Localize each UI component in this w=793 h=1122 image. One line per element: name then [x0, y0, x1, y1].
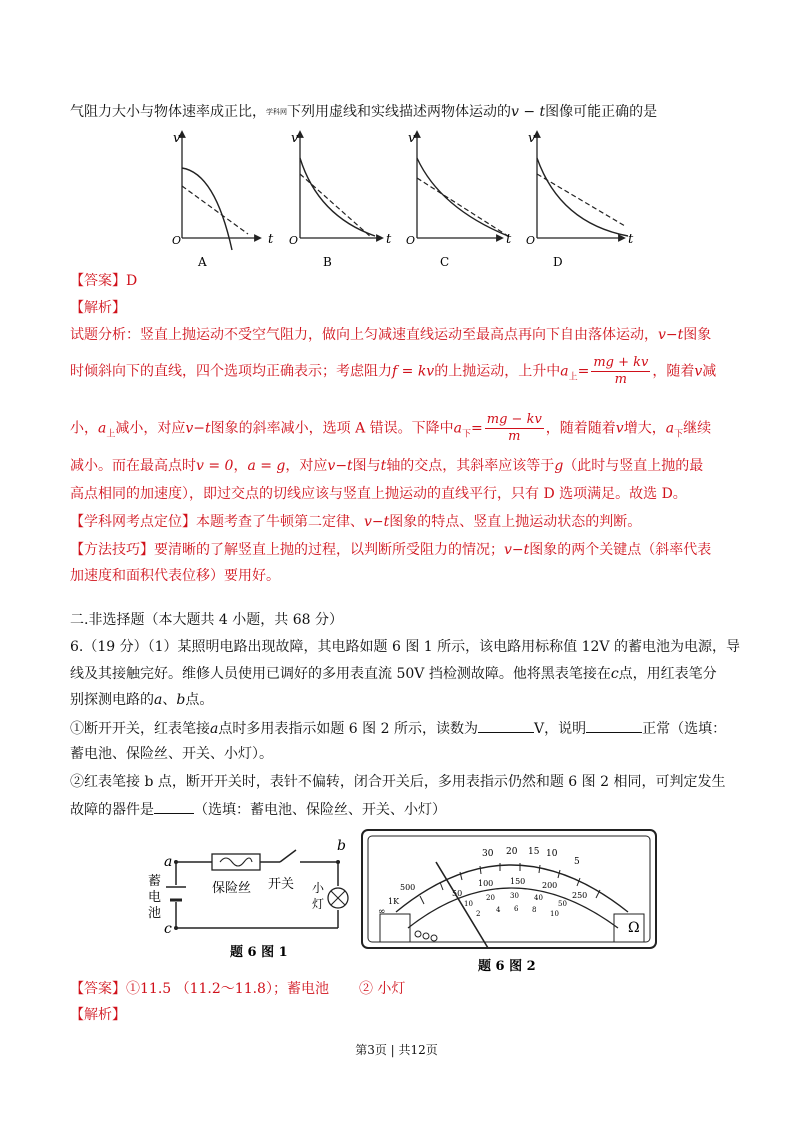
fig2-caption: 题 6 图 2 — [478, 959, 536, 974]
a-symbol: a — [453, 420, 463, 437]
graph-a — [172, 131, 274, 269]
subscript: 上 — [106, 429, 116, 440]
equals: = — [471, 420, 483, 437]
low-tick-50: 50 — [558, 900, 567, 908]
text: 的上抛运动，上升中 — [434, 363, 561, 380]
text: 图象 — [683, 327, 712, 343]
answer-prefix: 【答案】 — [70, 981, 126, 997]
analysis-line-8: 加速度和面积代表位移）要用好。 — [70, 568, 280, 584]
v-symbol: v — [694, 363, 703, 380]
lamp-label-1: 小 — [312, 881, 325, 895]
answer-blank-1[interactable] — [478, 718, 534, 733]
solid-curve — [537, 158, 628, 236]
top-tick-15: 15 — [528, 847, 540, 857]
right-tick-4: 4 — [496, 906, 501, 914]
right-tick-2: 2 — [476, 910, 481, 918]
vt-symbol: v−t — [185, 420, 211, 437]
text: ，随着随着 — [545, 420, 616, 437]
a-symbol: a — [665, 420, 675, 437]
g-symbol: g — [554, 458, 564, 474]
intro-line — [70, 102, 657, 122]
denominator: m — [508, 429, 521, 444]
caption-c: C — [440, 255, 450, 269]
low-tick-10: 10 — [464, 900, 473, 908]
text: 【学科网考点定位】本题考查了牛顿第二定律、 — [70, 514, 364, 530]
left-tick-1k: 1K — [388, 897, 400, 906]
q6-line-4 — [70, 718, 726, 739]
solid-curve — [417, 158, 508, 236]
battery-label-2: 电 — [148, 890, 162, 905]
t-axis-label: t — [386, 232, 392, 247]
text: 【方法技巧】要清晰的了解竖直上抛的过程，以判断所受阻力的情况； — [70, 542, 504, 558]
text: 图象的斜率减小，选项 A 错误。下降中 — [210, 420, 454, 437]
text: ，随着 — [652, 363, 695, 380]
origin-label: O — [172, 234, 182, 247]
vt-graphs — [0, 128, 793, 288]
text: 减小，对应 — [115, 420, 186, 437]
switch-label: 开关 — [268, 877, 295, 892]
v-axis-label: v — [173, 131, 181, 146]
mid-tick-150: 150 — [510, 877, 526, 886]
fuse-symbol — [212, 854, 260, 870]
mid-tick-250: 250 — [572, 891, 588, 900]
vt-symbol: v−t — [327, 458, 353, 474]
v-axis-label: v — [528, 131, 536, 146]
multimeter-dial — [360, 828, 660, 978]
ohm-symbol: Ω — [628, 920, 640, 936]
fuse-label: 保险丝 — [212, 881, 252, 896]
text: 继续 — [683, 420, 712, 437]
dashed-line — [417, 178, 508, 236]
text: 别探测电路的 — [70, 692, 154, 708]
text: 点。 — [185, 692, 214, 708]
battery-label-1: 蓄 — [148, 874, 162, 889]
subscript: 下 — [674, 429, 684, 440]
caption-b: B — [323, 255, 332, 269]
analysis2-label: 【解析】 — [70, 1007, 126, 1023]
answer-blank-3[interactable] — [154, 799, 194, 814]
formula: v = 0 — [196, 458, 234, 474]
text: 正常（选填： — [642, 721, 727, 737]
text: ，对应 — [285, 458, 328, 474]
right-tick-6: 6 — [514, 905, 519, 913]
v-axis-label: v — [291, 131, 299, 146]
text: 线及其接触完好。维修人员使用已调好的多用表直流 50V 挡检测故障。他将黑表笔接在 — [70, 666, 611, 682]
low-tick-40: 40 — [534, 894, 543, 902]
q6-line-3 — [70, 690, 213, 710]
numerator: mg + kv — [593, 355, 649, 370]
analysis-line-6 — [70, 512, 641, 532]
text: ①断开开关，红表笔接 — [70, 721, 210, 737]
vt-symbol: v−t — [658, 327, 684, 343]
subscript: 上 — [568, 372, 578, 383]
t-symbol: t — [380, 458, 387, 474]
mid-tick-50: 50 — [452, 889, 463, 898]
formula: f = kv — [392, 363, 435, 380]
low-tick-20: 20 — [486, 894, 495, 902]
top-tick-30: 30 — [482, 849, 494, 859]
battery-label-3: 池 — [148, 906, 162, 921]
left-tick-500: 500 — [400, 883, 416, 892]
analysis-line-5: 高点相同的加速度），即过交点的切线应该与竖直上抛运动的直线平行，只有 D 选项满足。故选 D。 — [70, 486, 687, 502]
text: 图与 — [352, 458, 381, 474]
answer-prefix: 【答案】 — [70, 273, 126, 289]
q6-line-2 — [70, 664, 717, 684]
text: （选填：蓄电池、保险丝、开关、小灯） — [194, 802, 446, 818]
a-symbol: a — [560, 363, 569, 380]
text: 减 — [702, 363, 717, 380]
caption-d: D — [553, 255, 563, 269]
top-tick-20: 20 — [506, 847, 518, 857]
analysis-line-1 — [70, 325, 711, 345]
text: 故障的器件是 — [70, 802, 154, 818]
right-tick-10: 10 — [550, 910, 559, 918]
origin-label: O — [526, 234, 536, 247]
switch-symbol — [280, 850, 296, 862]
q6-line-6: ②红表笔接 b 点，断开开关时，表针不偏转，闭合开关后，多用表指示仍然和题 6 图 2 相同，可判定发生 — [70, 774, 726, 790]
text: 图象的特点、竖直上抛运动状态的判断。 — [389, 514, 642, 530]
low-tick-30: 30 — [510, 892, 519, 900]
node-c-label: c — [164, 921, 172, 937]
mid-tick-200: 200 — [542, 881, 558, 890]
vt-symbol: v−t — [504, 542, 530, 558]
top-tick-5: 5 — [574, 857, 580, 867]
analysis-line-2 — [70, 355, 716, 388]
left-tick-inf: ∞ — [378, 907, 386, 917]
text: 点时多用表指示如题 6 图 2 所示，读数为 — [218, 721, 478, 737]
watermark-tag: 学科网 — [266, 108, 287, 116]
graph-d — [526, 131, 634, 269]
fig1-caption: 题 6 图 1 — [230, 945, 288, 960]
a-symbol: a — [210, 721, 219, 737]
graph-b — [289, 131, 392, 269]
answer2-line — [70, 979, 405, 999]
top-tick-10: 10 — [546, 849, 558, 859]
dashed-line — [182, 186, 248, 234]
text: 点，用红表笔分 — [618, 666, 717, 682]
lamp-label-2: 灯 — [312, 897, 325, 911]
formula: a = g — [247, 458, 286, 474]
text: 试题分析：竖直上抛运动不受空气阻力，做向上匀减速直线运动至最高点再向下自由落体运动， — [70, 327, 658, 343]
b-symbol: b — [176, 692, 186, 708]
section-heading: 二.非选择题（本大题共 4 小题，共 68 分） — [70, 612, 343, 628]
vt-symbol: v − t — [511, 104, 546, 120]
text: 轴的交点，其斜率应该等于 — [386, 458, 555, 474]
c-symbol: c — [610, 666, 619, 682]
text: 、 — [162, 692, 177, 708]
answer-line — [70, 271, 137, 291]
answer-blank-2[interactable] — [586, 718, 642, 733]
page-footer: 第3页 | 共12页 — [355, 1043, 438, 1057]
origin-label: O — [406, 234, 416, 247]
caption-a: A — [198, 255, 207, 269]
numerator: mg − kv — [486, 412, 542, 427]
fraction-down — [485, 412, 544, 445]
graph-c — [406, 131, 512, 269]
mid-tick-100: 100 — [478, 879, 494, 888]
q6-line-7 — [70, 799, 446, 820]
text: 小， — [70, 420, 98, 437]
text: V，说明 — [533, 721, 587, 737]
equals: = — [577, 363, 590, 380]
text: 时倾斜向下的直线，四个选项均正确表示；考虑阻力 — [70, 363, 392, 380]
answer-part-1: ①11.5 （11.2～11.8）；蓄电池 — [126, 981, 329, 997]
circuit-diagram — [140, 830, 346, 960]
intro-text: 气阻力大小与物体速率成正比， — [70, 104, 266, 120]
answer-part-2: ② 小灯 — [358, 981, 406, 997]
subscript: 下 — [462, 429, 472, 440]
node-b-label: b — [337, 838, 346, 854]
intro-text-2: 下列用虚线和实线描述两物体运动的 — [287, 104, 511, 120]
vt-symbol: v−t — [364, 514, 390, 530]
analysis-line-3 — [70, 412, 711, 445]
solid-curve — [300, 158, 375, 236]
fraction-up — [591, 355, 650, 388]
node-a-label: a — [164, 854, 173, 870]
a-symbol: a — [98, 420, 107, 437]
t-axis-label: t — [268, 232, 274, 247]
text: 图象的两个关键点（斜率代表 — [529, 542, 712, 558]
t-axis-label: t — [506, 232, 512, 247]
origin-label: O — [289, 234, 299, 247]
text: 增大， — [623, 420, 666, 437]
text: （此时与竖直上抛的最 — [563, 458, 704, 474]
text: 减小。而在最高点时 — [70, 458, 196, 474]
t-axis-label: t — [628, 232, 634, 247]
intro-text-3: 图像可能正确的是 — [545, 104, 658, 120]
q6-line-5: 蓄电池、保险丝、开关、小灯）。 — [70, 746, 273, 762]
analysis-label: 【解析】 — [70, 300, 126, 316]
analysis-line-7 — [70, 540, 711, 560]
v-axis-label: v — [408, 131, 416, 146]
answer-value: D — [126, 273, 138, 289]
denominator: m — [614, 372, 627, 387]
v-symbol: v — [615, 420, 624, 437]
a-symbol: a — [154, 692, 163, 708]
analysis-line-4 — [70, 456, 703, 476]
text: ， — [233, 458, 248, 474]
right-tick-8: 8 — [532, 906, 537, 914]
q6-line-1: 6.（19 分）（1）某照明电路出现故障，其电路如题 6 图 1 所示，该电路用标称值 12V 的蓄电池为电源，导 — [70, 639, 740, 655]
